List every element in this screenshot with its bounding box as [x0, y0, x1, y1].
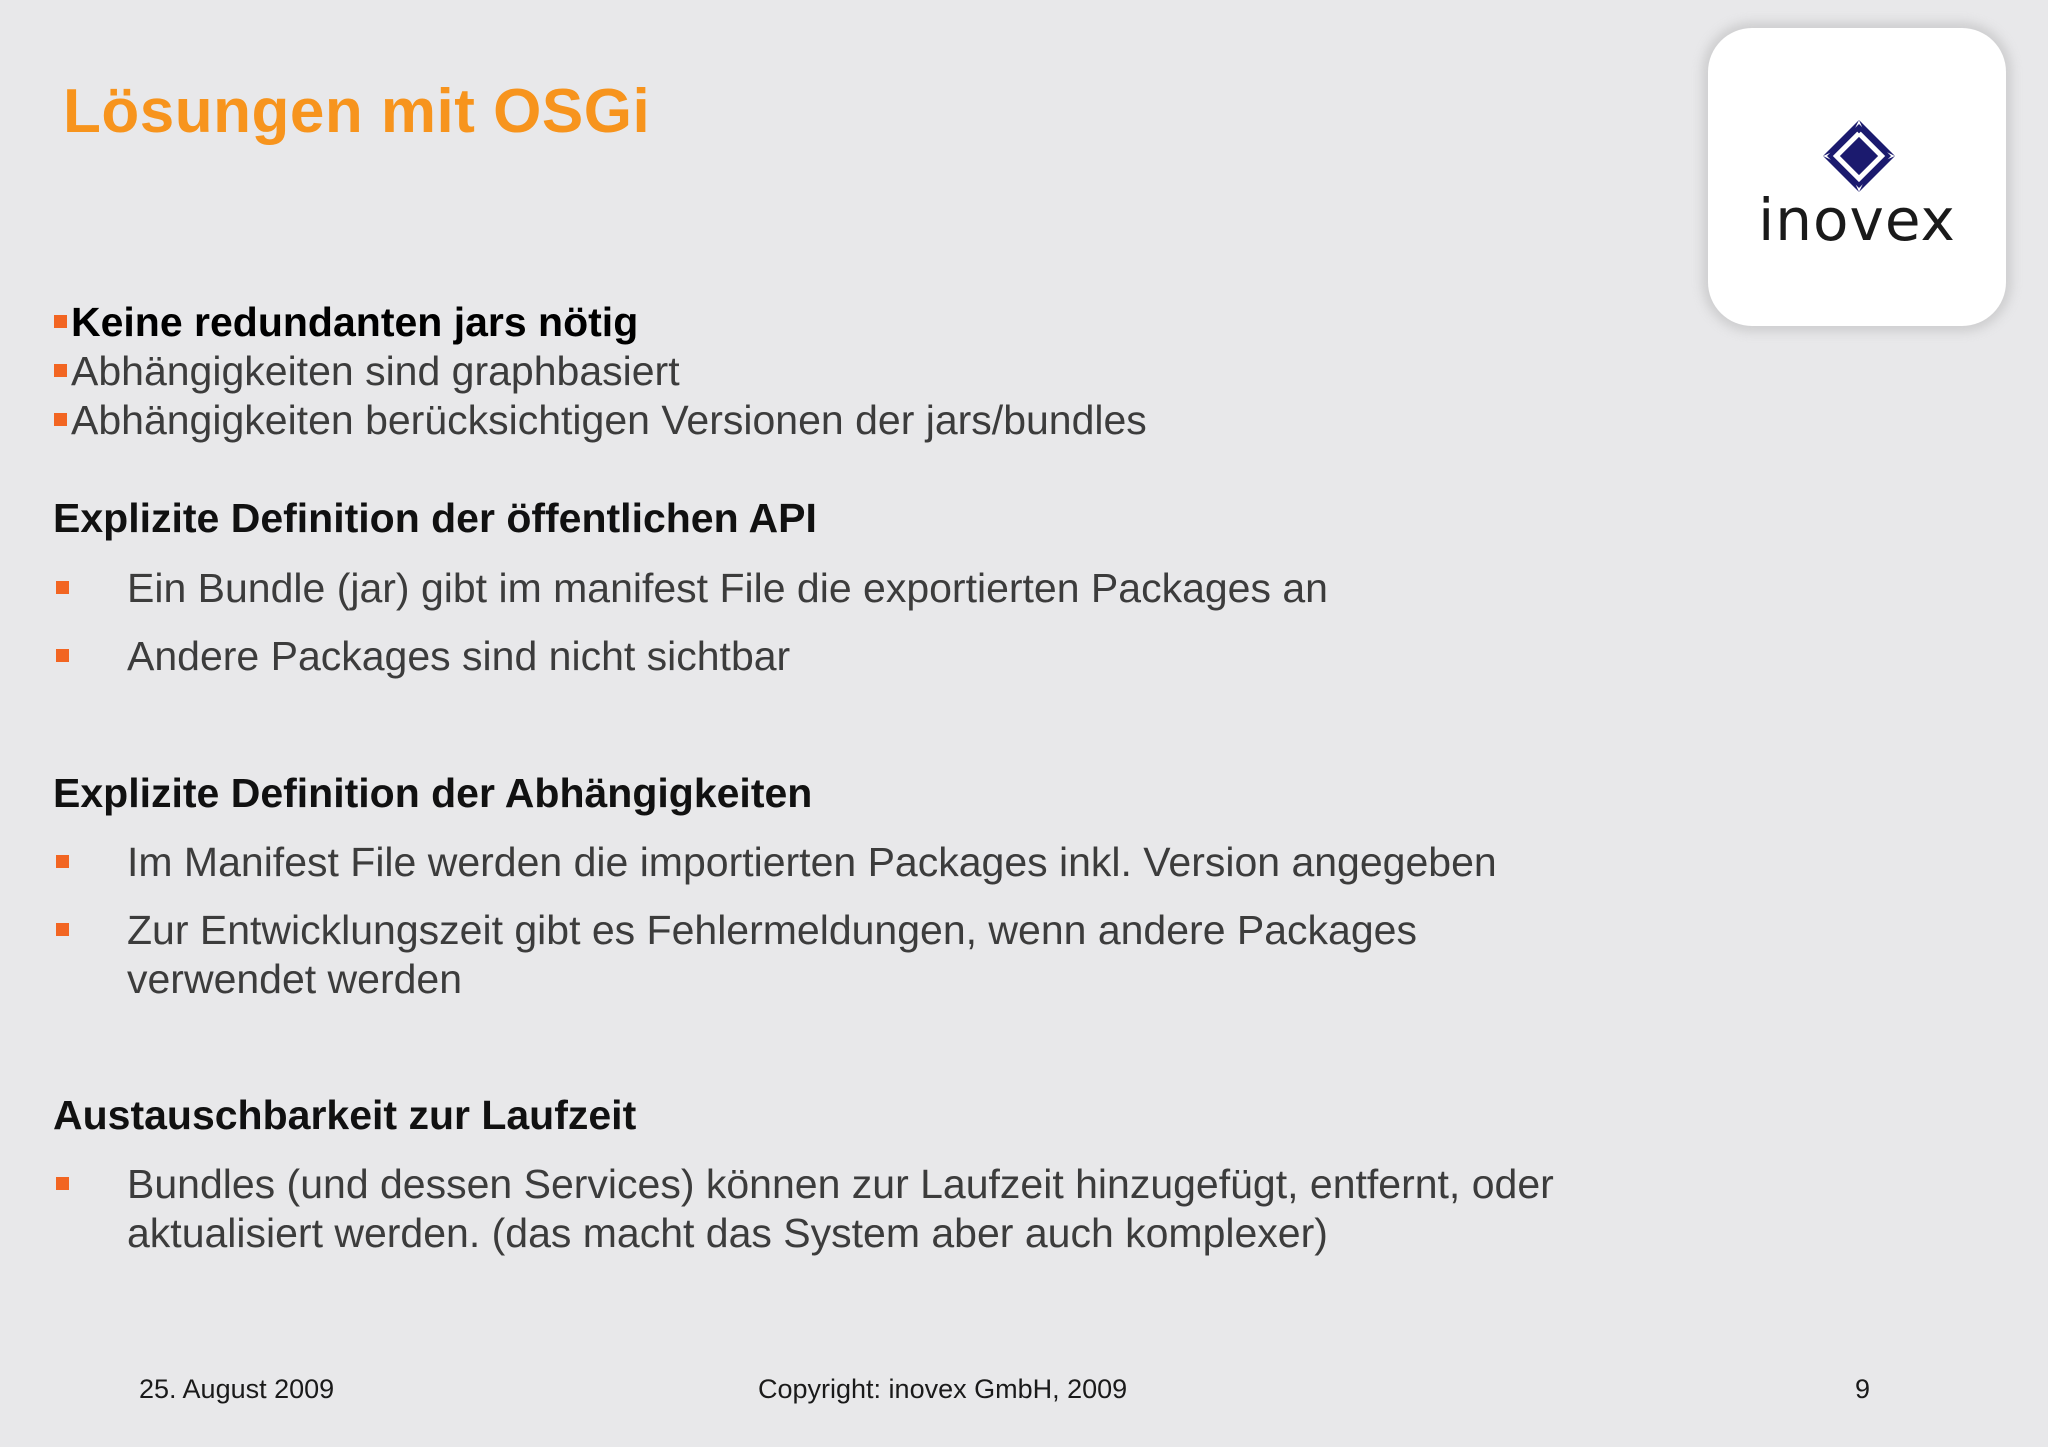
company-logo — [1708, 28, 2006, 326]
list-item: Abhängigkeiten sind graphbasiert — [54, 347, 1147, 396]
footer-copyright: Copyright: inovex GmbH, 2009 — [758, 1374, 1128, 1404]
section-heading: Austauschbarkeit zur Laufzeit — [53, 1092, 637, 1138]
bullet-square-icon — [54, 315, 67, 328]
section-heading: Explizite Definition der öffentlichen API — [53, 495, 817, 541]
bullet-square-icon — [56, 855, 69, 868]
bullet-square-icon — [56, 923, 69, 936]
bullet-square-icon — [56, 649, 69, 662]
bullet-square-icon — [56, 1177, 69, 1190]
inovex-diamond-icon — [1821, 118, 1897, 194]
bullet-square-icon — [54, 413, 67, 426]
page-number: 9 — [1855, 1374, 1871, 1404]
list-item: Keine redundanten jars nötig — [54, 298, 1147, 347]
section-heading: Explizite Definition der Abhängigkeiten — [53, 770, 813, 816]
bullet-square-icon — [56, 581, 69, 594]
list-item: Abhängigkeiten berücksichtigen Versionen der jars/bundles — [54, 396, 1147, 445]
bullet-square-icon — [54, 364, 67, 377]
logo-wordmark: inovex — [1758, 186, 1956, 254]
slide: Lösungen mit OSGi inovex Keine redundanten jars nötig Abhängigkeiten sind graphbasiert Abhängigkeiten berücksichtigen Versionen der jars/bundles Explizite Definition der öffentlichen API Ein Bundle (jar) gibt im manifest File die exportierten Packages an Andere Packages sind nicht sichtbar Explizite Definition der Abhängigkeiten Im Manifest File werden die importierten Packages inkl. Version angegeben Zur Entwicklungszeit gibt es Fehlermeldungen, wenn andere Packages verwendet werden Austauschbarkeit zur Laufzeit Bundles (und dessen Services) können zur Laufzeit hinzugefügt, entfernt, oder aktualisiert werden. (das macht das System aber auch komplexer) 25. August 2009 Copyright: inovex GmbH, 2009 9 — [0, 0, 2048, 1447]
footer-date: 25. August 2009 — [139, 1374, 335, 1404]
slide-title: Lösungen mit OSGi — [63, 77, 651, 146]
intro-list — [54, 298, 1147, 445]
